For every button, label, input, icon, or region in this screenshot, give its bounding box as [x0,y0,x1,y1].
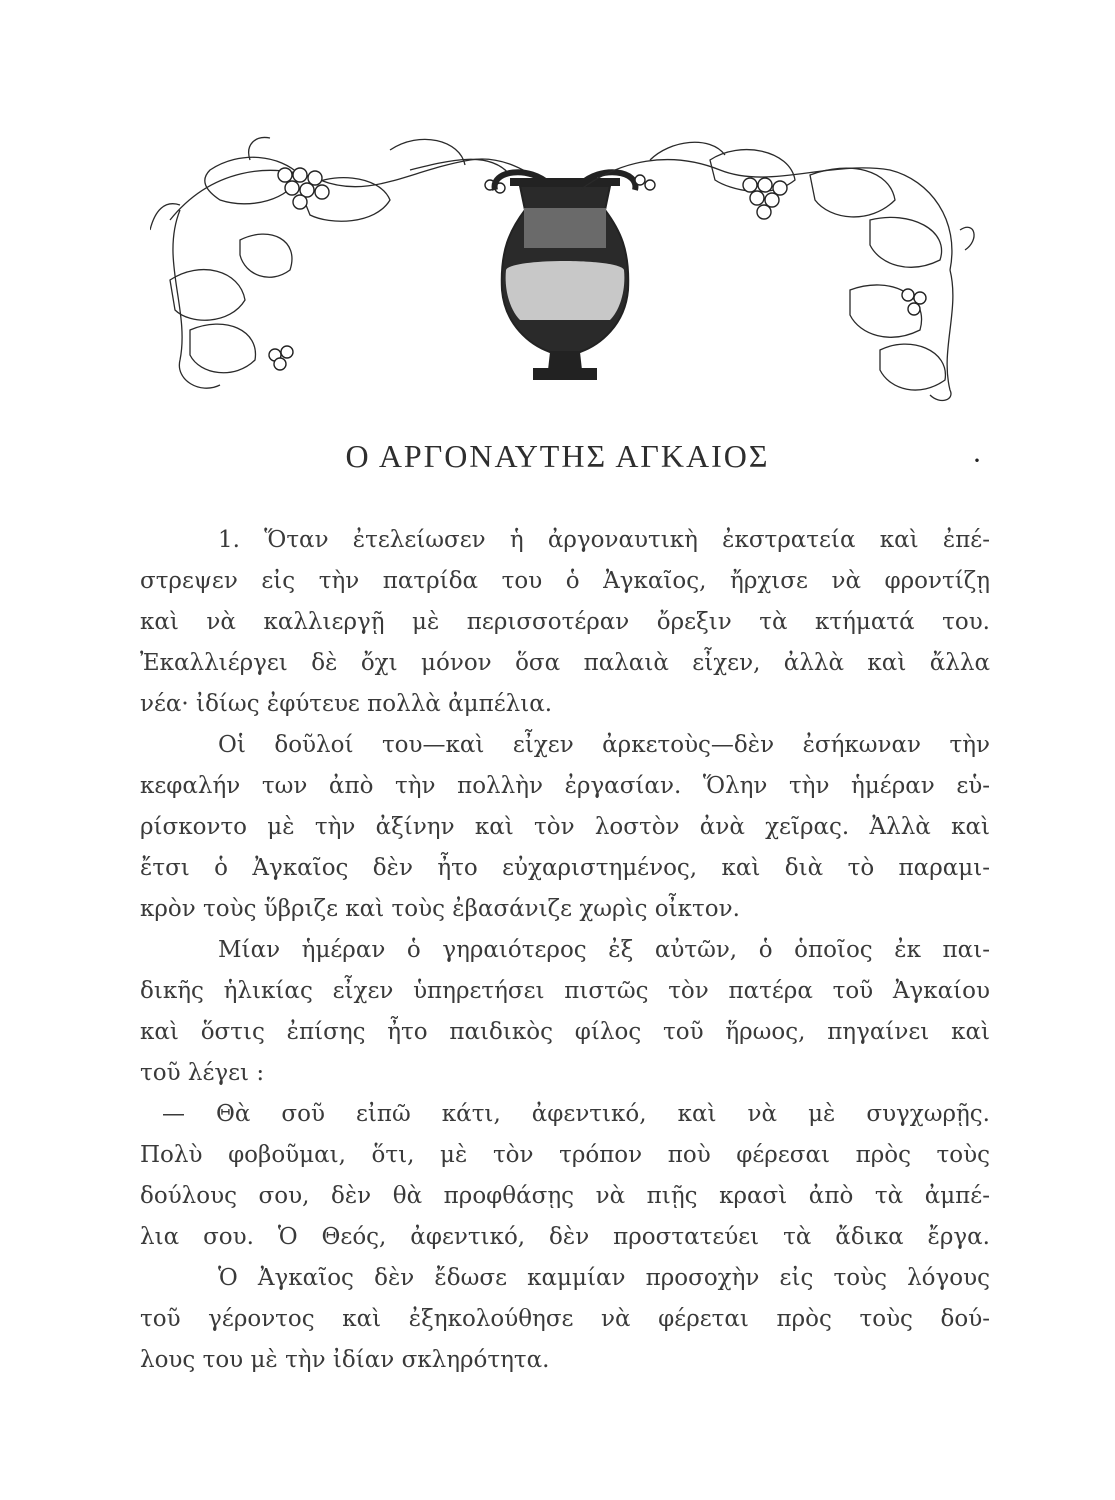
text-line: ρίσκοντο μὲ τὴν ἀξίνην καὶ τὸν λοστὸν ἀνὰ χεῖρας. Ἀλλὰ καὶ [140,814,990,840]
text-line: λους του μὲ τὴν ἰδίαν σκληρότητα. [140,1347,550,1373]
text-line: Μίαν ἡμέραν ὁ γηραιότερος ἐξ αὐτῶν, ὁ ὁποῖος ἐκ παι- [218,937,990,963]
chapter-title: Ο ΑΡΓΟΝΑΥΤΗΣ ΑΓΚΑΙΟΣ [345,438,770,474]
text-line: — Θὰ σοῦ εἰπῶ κάτι, ἀφεντικό, καὶ νὰ μὲ συγχωρῇς. [162,1101,990,1127]
grapes-left-icon [269,168,505,370]
amphora-icon [495,172,636,380]
text-line: δικῆς ἡλικίας εἶχεν ὑπηρετήσει πιστῶς τὸν πατέρα τοῦ Ἀγκαίου [140,978,990,1004]
text-line: δούλους σου, δὲν θὰ προφθάσῃς νὰ πιῇς κρασὶ ἀπὸ τὰ ἀμπέ- [140,1183,990,1209]
text-line: Οἱ δοῦλοί του—καὶ εἶχεν ἀρκετοὺς—δὲν ἐσήκωναν τὴν [218,732,990,758]
text-line: κρὸν τοὺς ὕβριζε καὶ τοὺς ἐβασάνιζε χωρὶς οἶκτον. [140,896,740,922]
amphora-vine-headpiece-icon [150,130,980,410]
text-line: καὶ νὰ καλλιεργῇ μὲ περισσοτέραν ὄρεξιν τὰ κτήματά του. [140,609,990,635]
text-line: Ἐκαλλιέργει δὲ ὄχι μόνον ὅσα παλαιὰ εἶχεν, ἀλλὰ καὶ ἄλλα [140,650,990,676]
text-line: στρεψεν εἰς τὴν πατρίδα του ὁ Ἀγκαῖος, ἤρχισε νὰ φροντίζῃ [140,568,990,594]
text-line: Πολὺ φοβοῦμαι, ὅτι, μὲ τὸν τρόπον ποὺ φέρεσαι πρὸς τοὺς [140,1142,990,1168]
text-line: 1. Ὅταν ἐτελείωσεν ἡ ἀργοναυτικὴ ἐκστρατεία καὶ ἐπέ- [218,527,990,553]
title-mark: · [972,444,982,477]
grapes-right-icon [635,175,926,315]
text-line: λια σου. Ὁ Θεός, ἀφεντικό, δὲν προστατεύει τὰ ἄδικα ἔργα. [140,1224,990,1250]
text-line: κεφαλήν των ἀπὸ τὴν πολλὴν ἐργασίαν. Ὅλην τὴν ἡμέραν εὑ- [140,773,990,799]
text-line: Ὁ Ἀγκαῖος δὲν ἔδωσε καμμίαν προσοχὴν εἰς τοὺς λόγους [218,1265,990,1291]
chapter-text [140,520,990,1381]
text-line: καὶ ὅστις ἐπίσης ἦτο παιδικὸς φίλος τοῦ ἥρωος, πηγαίνει καὶ [140,1019,990,1045]
text-line: ἔτσι ὁ Ἀγκαῖος δὲν ἦτο εὐχαριστημένος, καὶ διὰ τὸ παραμι- [140,855,990,881]
text-line: τοῦ λέγει : [140,1060,265,1086]
text-line: τοῦ γέροντος καὶ ἐξηκολούθησε νὰ φέρεται πρὸς τοὺς δού- [140,1306,990,1332]
text-line: νέα· ἰδίως ἐφύτευε πολλὰ ἀμπέλια. [140,691,553,717]
